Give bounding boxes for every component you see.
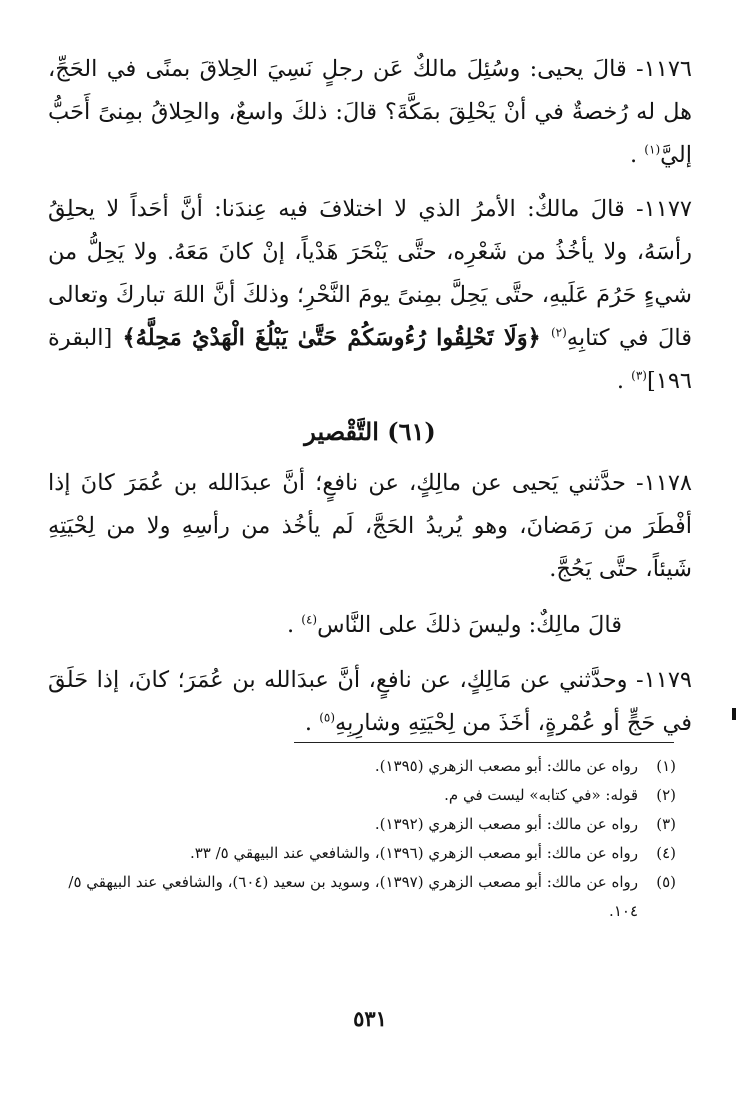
paragraph-malik-note <box>48 604 622 647</box>
verse-reference: [البقرة ١٩٦] <box>48 325 692 394</box>
footnote-number: (٥) <box>656 873 676 891</box>
section-heading: (٦١) التَّقْصير <box>304 417 436 446</box>
footnote-divider <box>294 742 674 743</box>
footnote-ref-4: (٤) <box>301 612 318 627</box>
footnote-ref-5: (٥) <box>319 710 336 725</box>
footnote-item <box>64 810 676 839</box>
paragraph-end: . <box>629 142 645 168</box>
footnote-text: رواه عن مالك: أبو مصعب الزهري (١٣٩٧)، وسويد بن سعيد (٦٠٤)، والشافعي عند البيهقي ٥/ ١٠٤. <box>68 873 638 920</box>
footnote-number: (٢) <box>656 786 676 804</box>
paragraph-text: ١١٧٧- قالَ مالكٌ: الأمرُ الذي لا اختلافَ فيه عِندَنا: أنَّ أحَداً لا يحلِقُ رأسَهُ، ولا يأخُذُ من شَعْرِه، حتَّى يَنْحَرَ هَدْياً، إنْ كانَ مَعَهُ. ولا يَحِلُّ من شيءٍ حَرُمَ عَلَيهِ، حتَّى يَحِلَّ بمِنىً يومَ النَّحْرِ؛ وذلكَ أنَّ اللهَ تباركَ وتعالى قالَ في كتابِهِ <box>48 196 692 351</box>
footnote-text: قوله: «في كتابه» ليست في م. <box>444 786 638 804</box>
page-number: ٥٣١ <box>353 1006 387 1031</box>
footnote-item <box>64 781 676 810</box>
footnote-ref-3: (٣) <box>631 368 647 383</box>
footnote-number: (١) <box>656 757 676 775</box>
paragraph-1179 <box>48 659 692 745</box>
paragraph-end: . <box>304 710 320 736</box>
footnote-item <box>64 839 676 868</box>
footnote-text: رواه عن مالك: أبو مصعب الزهري (١٣٩٦)، والشافعي عند البيهقي ٥/ ٣٣. <box>189 844 638 862</box>
paragraph-1178 <box>48 462 692 591</box>
quran-verse: ﴿وَلَا تَحْلِقُوا رُءُوسَكُمْ حَتَّىٰ يَبْلُغَ الْهَدْيُ مَحِلَّهُ﴾ <box>112 325 551 351</box>
footnote-item <box>64 752 676 781</box>
footnote-text: رواه عن مالك: أبو مصعب الزهري (١٣٩٥). <box>374 757 638 775</box>
paragraph-text: ١١٧٨- حدَّثني يَحيى عن مالِكٍ، عن نافعٍ؛ أنَّ عبدَالله بن عُمَرَ كانَ إذا أفْطَرَ من رَمَضانَ، وهو يُريدُ الحَجَّ، لَم يأخُذ من رأسِهِ ولا من لِحْيَتِهِ شَيئاً، حتَّى يَحُجَّ. <box>48 470 692 582</box>
paragraph-1177 <box>48 188 692 403</box>
footnote-ref-1: (١) <box>644 142 661 157</box>
paragraph-text: قالَ مالِكٌ: وليسَ ذلكَ على النَّاس <box>317 612 622 638</box>
footnote-ref-2: (٢) <box>550 325 567 340</box>
margin-mark <box>732 708 736 720</box>
paragraph-1176 <box>48 48 692 177</box>
paragraph-text: ١١٧٦- قالَ يحيى: وسُئِلَ مالكٌ عَن رجلٍ نَسِيَ الحِلاقَ بمنًى في الحَجِّ، هل له رُخصةٌ في أنْ يَحْلِقَ بمَكَّةَ؟ قالَ: ذلكَ واسعٌ، والحِلاقُ بمِنىً أَحَبُّ إليَّ <box>48 56 692 168</box>
paragraph-end: . <box>616 368 632 394</box>
footnote-item <box>64 868 676 926</box>
paragraph-text: ١١٧٩- وحدَّثني عن مَالِكٍ، عن نافعٍ، أنَّ عبدَالله بن عُمَرَ؛ كانَ، إذا حَلَقَ في حَجٍّ أو عُمْرةٍ، أخَذَ من لِحْيَتِهِ وشارِبِهِ <box>48 667 692 736</box>
footnotes-list <box>64 752 676 926</box>
paragraph-end: . <box>286 612 302 638</box>
footnote-text: رواه عن مالك: أبو مصعب الزهري (١٣٩٢). <box>374 815 638 833</box>
footnote-number: (٣) <box>656 815 676 833</box>
footnote-number: (٤) <box>656 844 676 862</box>
